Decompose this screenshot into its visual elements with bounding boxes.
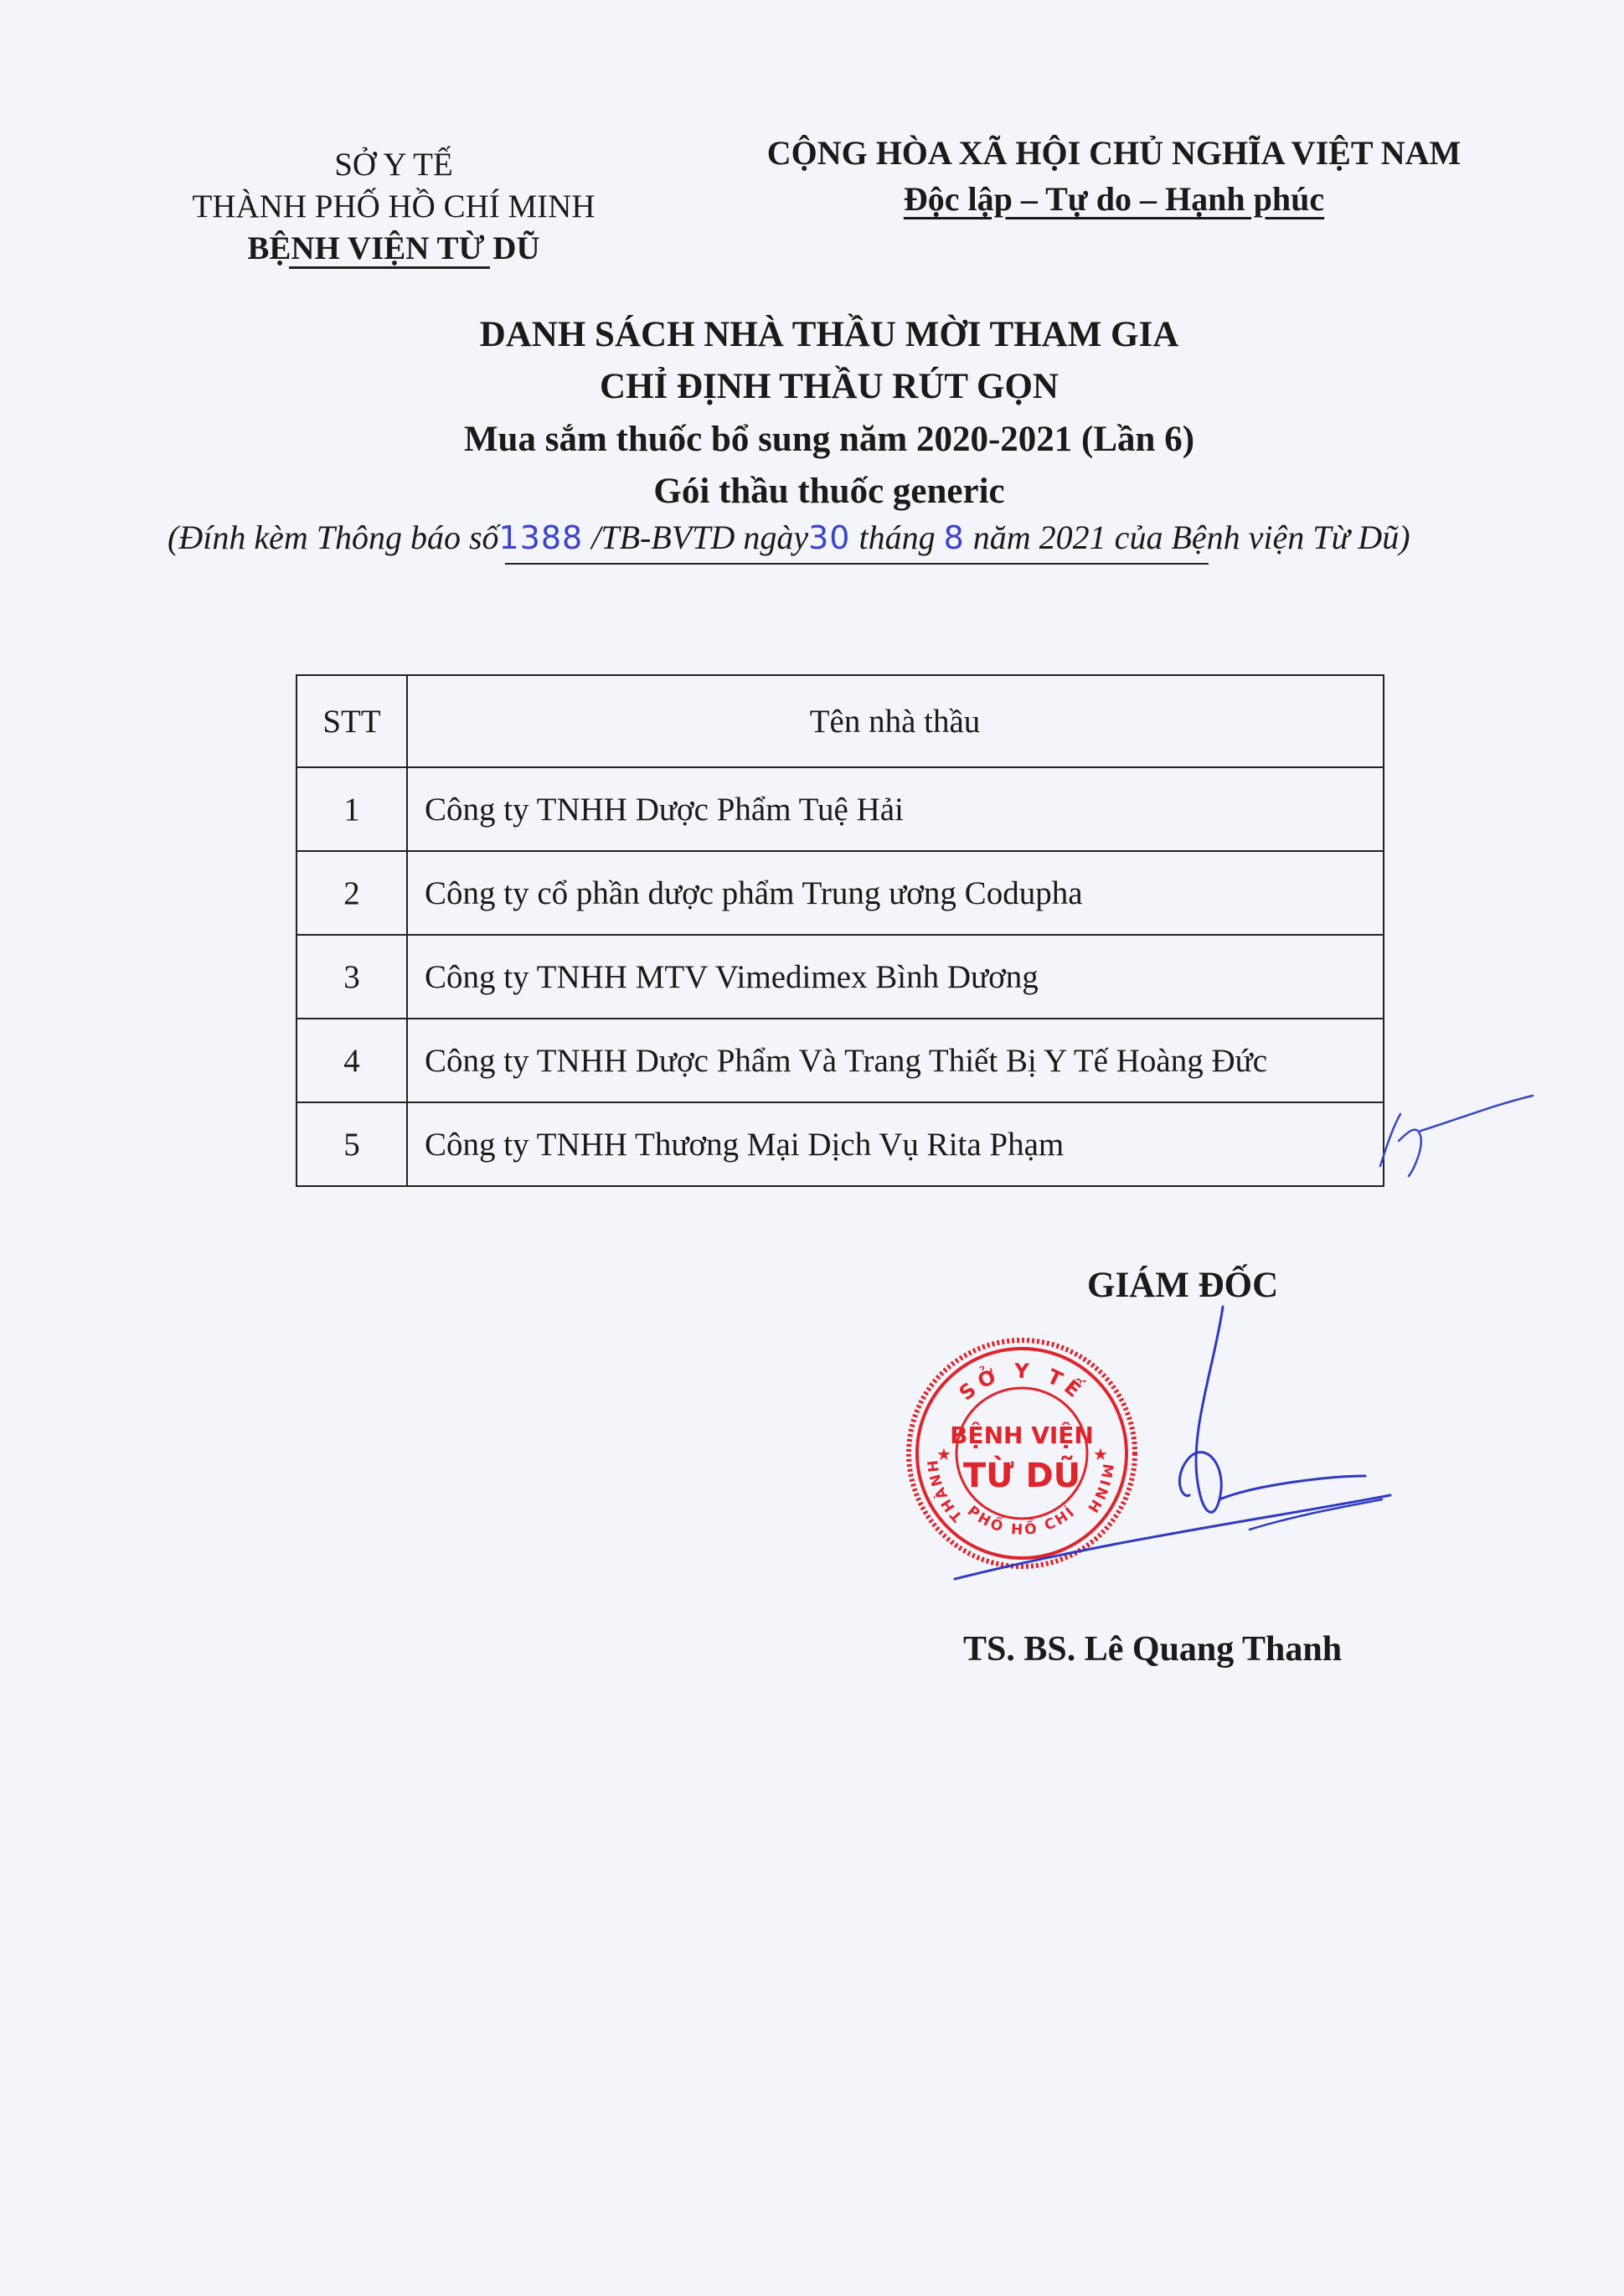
seal-ring-right: MINH [1083,1463,1116,1517]
table-row [296,935,1384,1019]
table-header-row [296,675,1384,767]
row-stt: 3 [296,935,407,1019]
table-row [296,1019,1384,1102]
seal-ring-bottom: PHỐ HỒ CHÍ [963,1502,1080,1539]
document-title-1: DANH SÁCH NHÀ THẦU MỜI THAM GIA [479,315,1179,354]
document-title-4: Gói thầu thuốc generic [653,472,1005,511]
reference-line [168,518,1508,557]
initials-signature [1365,1089,1541,1181]
header-stt: STT [296,675,407,767]
row-stt: 2 [296,851,407,935]
agency-line-1: SỞ Y TẾ [334,147,453,183]
table-row [296,1102,1384,1186]
reference-underline [505,563,1209,565]
svg-text:★: ★ [1093,1446,1108,1464]
reference-mid-1: /TB-BVTD ngày [583,519,809,556]
row-bidder-name: Công ty TNHH Dược Phẩm Và Trang Thiết Bị Y Tế Hoàng Đức [407,1019,1384,1102]
director-signature [938,1290,1407,1592]
seal-center-line-1: BỆNH VIỆN [950,1421,1094,1449]
row-stt: 1 [296,767,407,851]
row-bidder-name: Công ty TNHH Thương Mại Dịch Vụ Rita Phạm [407,1102,1384,1186]
table-row [296,767,1384,851]
agency-underline [289,266,490,269]
row-bidder-name: Công ty TNHH MTV Vimedimex Bình Dương [407,935,1384,1019]
reference-prefix: (Đính kèm Thông báo số [168,519,499,556]
issuing-agency [168,144,620,270]
seal-center-line-2: TỪ DŨ [962,1457,1081,1495]
agency-line-3: BỆNH VIỆN TỪ DŨ [247,230,540,266]
reference-suffix: năm 2021 của Bệnh viện Từ Dũ) [964,519,1410,556]
signer-name: TS. BS. Lê Quang Thanh [963,1630,1343,1669]
row-bidder-name: Công ty TNHH Dược Phẩm Tuệ Hải [407,767,1384,851]
row-bidder-name: Công ty cổ phần dược phẩm Trung ương Codupha [407,851,1384,935]
bidder-table [296,674,1384,1187]
seal-ring-left: THÀNH [925,1458,967,1525]
reference-mid-2: tháng [850,519,944,556]
national-motto: Độc lập – Tự do – Hạnh phúc [903,180,1325,218]
document-title-3: Mua sắm thuốc bổ sung năm 2020-2021 (Lần 6) [463,420,1195,459]
national-title: CỘNG HÒA XÃ HỘI CHỦ NGHĨA VIỆT NAM [766,134,1462,172]
header-bidder-name: Tên nhà thầu [407,675,1384,767]
row-stt: 4 [296,1019,407,1102]
national-header [695,130,1533,222]
document-title-2: CHỈ ĐỊNH THẦU RÚT GỌN [600,367,1059,406]
reference-month: 8 [943,519,965,556]
row-stt: 5 [296,1102,407,1186]
reference-number: 1388 [498,519,584,556]
signer-role: GIÁM ĐỐC [1087,1266,1279,1305]
seal-top-text: SỞ Y TẾ [954,1359,1090,1406]
reference-day: 30 [808,519,851,556]
table-row [296,851,1384,935]
svg-text:★: ★ [936,1446,951,1464]
agency-line-2: THÀNH PHỐ HỒ CHÍ MINH [192,188,595,224]
